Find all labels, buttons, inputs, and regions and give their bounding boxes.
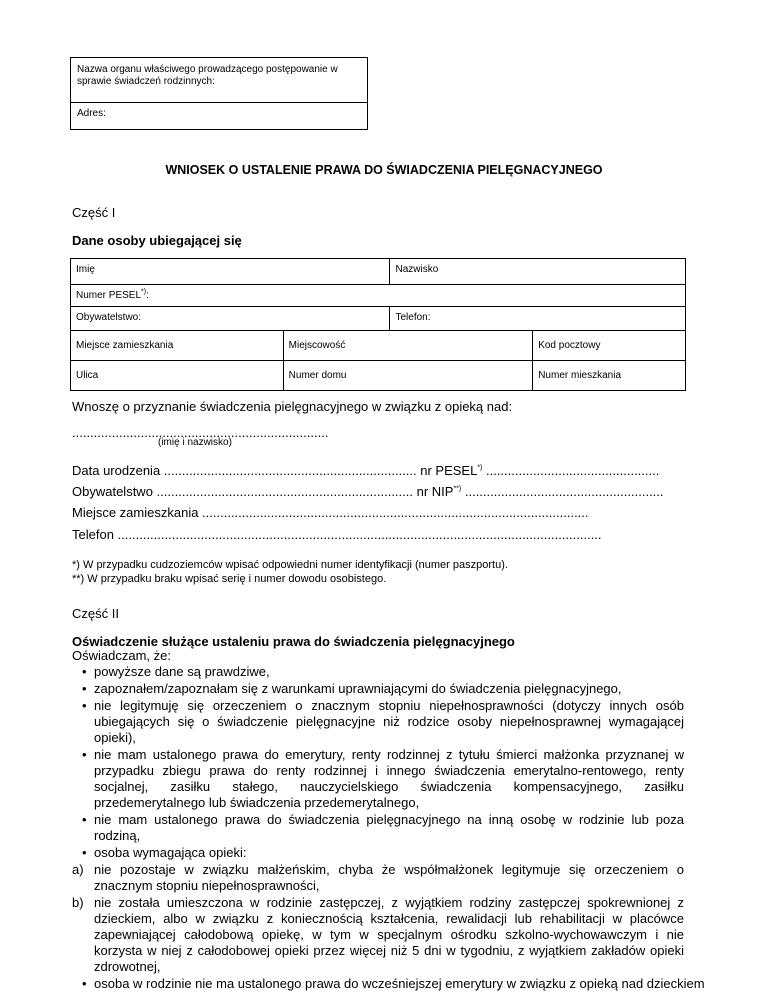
sub-item-text: nie pozostaje w związku małżeńskim, chyba że współmałżonek legitymuje się orzeczeniem o znacznym stopniu niepełnosprawności,	[94, 862, 684, 893]
cared-phone-field[interactable]: ......................................................................................................................................	[117, 527, 602, 542]
list-item	[72, 664, 684, 680]
last-name-label: Nazwisko	[395, 264, 439, 275]
house-number-field[interactable]	[283, 361, 533, 391]
phone-label: Telefon:	[395, 312, 431, 323]
organ-address-label: Adres:	[77, 108, 106, 119]
apartment-number-field[interactable]	[533, 361, 686, 391]
pesel-field[interactable]	[71, 285, 686, 307]
sub-item-marker: a)	[72, 862, 84, 877]
citizenship-nip-line	[72, 484, 664, 499]
cared-citizenship-label: Obywatelstwo	[72, 484, 157, 499]
residence-line	[72, 505, 589, 520]
part1-heading: Część I	[72, 205, 116, 220]
list-item	[72, 976, 705, 992]
house-number-label: Numer domu	[288, 370, 347, 381]
list-item-text: osoba wymagająca opieki:	[94, 845, 247, 860]
list-item-text: zapoznałem/zapoznałam się z warunkami uprawniającymi do świadczenia pielęgnacyjnego,	[94, 681, 622, 696]
first-name-label: Imię	[76, 264, 95, 275]
apartment-number-label: Numer mieszkania	[538, 370, 622, 381]
list-item	[72, 812, 684, 844]
pesel-colon: :	[146, 290, 149, 301]
cared-pesel-field[interactable]: ................................................	[482, 463, 660, 478]
applicant-form-table	[70, 258, 686, 391]
phone-field[interactable]	[390, 307, 686, 331]
nip-mark: **)	[453, 485, 462, 493]
list-item-text: powyższe dane są prawdziwe,	[94, 664, 270, 679]
cared-residence-field[interactable]: ...........................................................................................................	[202, 505, 589, 520]
footnotes	[72, 558, 508, 586]
bullet-icon: •	[82, 976, 87, 991]
bullet-icon: •	[82, 747, 87, 762]
town-field[interactable]	[283, 331, 533, 361]
organ-name-field[interactable]	[71, 58, 367, 103]
last-name-field[interactable]	[390, 259, 686, 285]
part1-subheading: Dane osoby ubiegającej się	[72, 233, 242, 248]
list-item-text: nie mam ustalonego prawa do świadczenia pielęgnacyjnego na inną osobę w rodzinie lub poza rodziną,	[94, 812, 684, 843]
bullet-icon: •	[82, 664, 87, 679]
organ-name-label: Nazwa organu właściwego prowadzącego postępowanie w sprawie świadczeń rodzinnych:	[77, 64, 338, 87]
sub-list-item	[72, 862, 684, 894]
organ-address-field[interactable]	[71, 103, 367, 124]
birth-date-field[interactable]: ......................................................................	[163, 463, 417, 478]
list-item	[72, 747, 684, 811]
pesel-label: Numer PESEL	[76, 290, 142, 301]
part2-heading: Część II	[72, 606, 119, 621]
postal-code-field[interactable]	[533, 331, 686, 361]
part2-subheading: Oświadczenie służące ustaleniu prawa do świadczenia pielęgnacyjnego	[72, 634, 515, 649]
sub-list-item	[72, 895, 684, 975]
list-item	[72, 698, 684, 746]
part2-intro: Oświadczam, że:	[72, 648, 171, 663]
bullet-icon: •	[82, 681, 87, 696]
organ-box	[70, 57, 368, 130]
residence-label-cell	[71, 331, 284, 361]
list-item-text: nie legitymuję się orzeczeniem o znacznym stopniu niepełnosprawności (dotyczy innych osób ubiegających się o świadczenie pielęgnacyjne niż rodzice osoby niepełnosprawnej wymagającej opieki),	[94, 698, 684, 745]
document-title: WNIOSEK O USTALENIE PRAWA DO ŚWIADCZENIA PIELĘGNACYJNEGO	[165, 163, 603, 177]
sub-item-text: nie została umieszczona w rodzinie zastępczej, z wyjątkiem rodziny zastępczej spokrewnionej z dzieckiem, albo w związku z koniecznością kształcenia, rewalidacji lub rehabilitacji w placówce zapewniającej całodobową opiekę, w tym w specjalnym ośrodku szkolno-wychowawczym i nie korzysta w niej z całodobowej opieki przez więcej niż 5 dni w tygodniu, z wyjątkiem zakładów opieki zdrowotnej,	[94, 895, 684, 974]
cared-person-name-line[interactable]: .......................................................................	[72, 425, 329, 440]
list-item-text: nie mam ustalonego prawa do emerytury, renty rodzinnej z tytułu śmierci małżonka przyznanej w przypadku zbiegu prawa do renty rodzinnej i innego świadczenia emerytalno-rentowego, renty socjalnej, zasiłku stałego, nauczycielskiego świadczenia kompensacyjnego, zasiłku przedemerytalnego lub świadczenia przedemerytalnego,	[94, 747, 684, 810]
name-caption: (imię i nazwisko)	[158, 437, 232, 448]
street-field[interactable]	[71, 361, 284, 391]
bullet-icon: •	[82, 845, 87, 860]
citizenship-field[interactable]	[71, 307, 390, 331]
town-label: Miejscowość	[288, 340, 346, 351]
nip-field[interactable]: .......................................................	[461, 484, 664, 499]
bullet-icon: •	[82, 698, 87, 713]
nip-label: nr NIP	[413, 484, 454, 499]
bullet-icon: •	[82, 812, 87, 827]
cared-pesel-label: nr PESEL	[416, 463, 478, 478]
residence-label: Miejsce zamieszkania	[76, 340, 174, 351]
declaration-list	[72, 664, 705, 993]
pesel-footnote-mark: *)	[141, 288, 147, 296]
cared-citizenship-field[interactable]: .......................................................................	[156, 484, 413, 499]
cared-phone-label: Telefon	[72, 527, 118, 542]
list-item	[72, 681, 684, 697]
list-item	[72, 845, 684, 861]
cared-pesel-mark: *)	[477, 464, 483, 472]
phone-line	[72, 527, 602, 542]
postal-code-label: Kod pocztowy	[538, 340, 601, 351]
list-item-text: osoba w rodzinie nie ma ustalonego prawa do wcześniejszej emerytury w związku z opieką nad dzieckiem	[94, 976, 705, 991]
footnote-2: **) W przypadku braku wpisać serię i numer dowodu osobistego.	[72, 573, 387, 585]
street-label: Ulica	[76, 370, 99, 381]
request-text: Wnoszę o przyznanie świadczenia pielęgnacyjnego w związku z opieką nad:	[72, 399, 513, 414]
cared-residence-label: Miejsce zamieszkania	[72, 505, 203, 520]
sub-item-marker: b)	[72, 895, 84, 910]
footnote-1: *) W przypadku cudzoziemców wpisać odpowiedni numer identyfikacji (numer paszportu).	[72, 559, 508, 571]
birth-date-label: Data urodzenia	[72, 463, 164, 478]
birth-pesel-line	[72, 463, 659, 478]
first-name-field[interactable]	[71, 259, 390, 285]
citizenship-label: Obywatelstwo:	[76, 312, 142, 323]
